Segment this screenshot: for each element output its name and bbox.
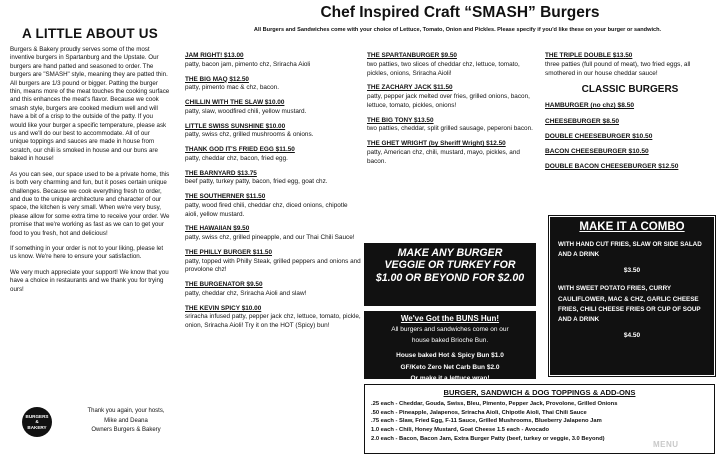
item-name: THE TRIPLE DOUBLE $13.50 <box>545 52 633 59</box>
burger-column-3 <box>545 52 715 177</box>
classic-burger-item: DOUBLE CHEESEBURGER $10.50 <box>545 132 653 140</box>
item-name: LITTLE SWISS SUNSHINE $10.00 <box>185 122 286 130</box>
buns-line: House baked Hot & Spicy Bun $1.0 <box>396 352 504 360</box>
logo-line: BAKERY <box>27 424 47 430</box>
classic-burger-item: DOUBLE BACON CHEESEBURGER $12.50 <box>545 163 679 171</box>
item-name: THE SPARTANBURGER $9.50 <box>367 52 457 59</box>
item-name: THE ZACHARY JACK $11.50 <box>367 84 453 92</box>
thanks-line: Owners Burgers & Bakery <box>91 427 161 434</box>
item-desc: patty, swiss chz, grilled pineapple, and our Thai Chili Sauce! <box>185 234 355 241</box>
combo-option-1: WITH HAND CUT FRIES, SLAW OR SIDE SALAD AND A DRINK <box>558 241 702 259</box>
item-desc: patty, American chz, chili, mustard, mayo, pickles, and bacon. <box>367 148 520 165</box>
combo-option-2: WITH SWEET POTATO FRIES, CURRY CAULIFLOWER, MAC & CHZ, GARLIC CHEESE FRIES, CHILI CHEESE FRIES OR CUP OF SOUP AND A DRINK <box>558 285 701 324</box>
thanks-line: Mike and Deana <box>104 417 148 424</box>
buns-line: All burgers and sandwiches come on our <box>391 326 509 333</box>
item-name: THE HAWAIIAN $9.50 <box>185 225 250 233</box>
item-desc: patty, slaw, woodfired chili, yellow mustard. <box>185 107 307 115</box>
item-name: THE BIG MAQ $12.50 <box>185 75 249 83</box>
buns-box <box>364 311 536 382</box>
item-desc: patty, cheddar chz, Sriracha Aioli and slaw! <box>185 289 307 297</box>
toppings-line: .25 each - Cheddar, Gouda, Swiss, Bleu, Pimento, Pepper Jack, Provolone, Grilled Onions <box>371 401 618 407</box>
classic-burger-item: BACON CHEESEBURGER $10.50 <box>545 148 649 156</box>
menu-item <box>367 140 537 166</box>
buns-line: house baked Brioche Bun. <box>411 337 489 345</box>
menu-item <box>185 76 362 94</box>
menu-subtitle: All Burgers and Sandwiches come with your choice of Lettuce, Tomato, Onion and Pickles. Please specify if you'd like these on your burger or sandwich. <box>253 27 662 33</box>
item-name: CHILLIN WITH THE SLAW $10.00 <box>185 99 285 106</box>
about-paragraph-1: Burgers & Bakery proudly serves some of the most inventive burgers in Spartanburg and the Upstate. Our burgers are hand patted and seasoned to order. The burgers are "SMASH" style, meaning they are patted thin. All burgers are 1/3 pound or bigger. Patting the burger thin, means more of the meat touches the cooking surface and this enhances the meat's flavor. Because we cook smash style, burgers are cooked medium well and will have a bit of a crisp to the outside of the patty. If you would like your burger a specific temperature, please ask us and we'll do our best to accommodate. All of our unique toppings and sauces are made in house from scratch, our chili is smoked in house and our buns are baked in house! <box>10 46 170 163</box>
item-desc: patty, pepper jack melted over fries, grilled onions, bacon, lettuce, tomato, pickles, onions! <box>367 93 530 109</box>
burgers-bakery-logo <box>22 407 52 437</box>
menu-item <box>185 146 362 164</box>
veggie-line: $1.00 OR BEYOND FOR $2.00 <box>375 271 525 284</box>
about-footer <box>10 404 170 454</box>
menu-item <box>185 305 362 331</box>
about-paragraph-3: If something in your order is not to your liking, please let us know. We're here to ensure your satisfaction. <box>10 244 164 261</box>
toppings-line: .50 each - Pineapple, Jalapenos, Sriracha Aioli, Chipotle Aioli, Thai Chili Sauce <box>371 409 587 416</box>
classic-burger-item: CHEESEBURGER $8.50 <box>545 117 620 125</box>
menu-title: Chef Inspired Craft “SMASH” Burgers <box>320 4 600 21</box>
item-desc: patty, pimento mac & chz, bacon. <box>185 84 280 92</box>
buns-title: We've Got the BUNS Hun! <box>400 314 500 323</box>
watermark: MENU <box>653 440 679 449</box>
about-section <box>10 26 170 452</box>
burger-column-1 <box>185 52 362 337</box>
item-desc: patty, swiss chz, grilled mushrooms & onions. <box>185 131 314 139</box>
item-desc: three patties (full pound of meat), two fried eggs, all smothered in our house cheddar sauce! <box>545 60 691 77</box>
menu-item <box>545 52 715 78</box>
item-name: THE KEVIN SPICY $10.00 <box>185 304 262 312</box>
logo-line: BURGERS <box>25 413 49 419</box>
item-name: THE BIG TONY $13.50 <box>367 116 434 124</box>
menu-item <box>367 84 537 110</box>
item-name: THE BURGENATOR $9.50 <box>185 281 263 289</box>
about-paragraph-2: As you can see, our space used to be a private home, this is both very charming and fun, but it poses certain unique challenges. Because we cook everything fresh to order, and due to the unique architecture and character of our space, the kitchen is very small. When we're very busy, please allow for some extra time to receive your order. We promise that we're working as fast as we can to get your food to you fresh, hot and delicious! <box>10 170 170 237</box>
item-desc: patty, topped with Philly Steak, grilled peppers and onions and provolone chz! <box>185 257 361 274</box>
veggie-line: MAKE ANY BURGER <box>397 247 503 259</box>
item-desc: sriracha infused patty, pepper jack chz, lettuce, tomato, pickle, onion, Sriracha Aioli! Try it on the HOT (Spicy) bun! <box>185 313 361 330</box>
item-name: THE PHILLY BURGER $11.50 <box>185 248 273 256</box>
thanks-line: Thank you again, your hosts, <box>87 408 165 414</box>
menu-item <box>185 225 362 243</box>
toppings-line: 1.0 each - Chili, Honey Mustard, Goat Cheese 1.5 each - Avocado <box>371 427 550 434</box>
burger-column-2 <box>367 52 537 173</box>
item-name: JAM RIGHT! $13.00 <box>185 52 244 59</box>
about-paragraph-4: We very much appreciate your support! We know that you have a choice in restaurants and we thank you for trying ours! <box>10 268 169 293</box>
item-desc: patty, bacon jam, pimento chz, Sriracha Aioli <box>185 60 311 68</box>
item-name: THE SOUTHERNER $11.50 <box>185 193 266 200</box>
item-desc: beef patty, turkey patty, bacon, fried egg, goat chz. <box>185 178 328 186</box>
thanks-note <box>80 407 172 436</box>
logo-line: & <box>35 419 39 425</box>
veggie-turkey-banner <box>364 243 536 306</box>
menu-item <box>367 117 537 135</box>
classic-burger-item: HAMBURGER (no chz) $8.50 <box>545 102 635 110</box>
buns-line: GF/Keto Zero Net Carb Bun $2.0 <box>400 363 500 371</box>
item-name: THE BARNYARD $13.75 <box>185 169 257 177</box>
combo-price-1: $3.50 <box>623 267 641 275</box>
item-desc: two patties, cheddar, split grilled sausage, peperoni bacon. <box>367 125 533 133</box>
toppings-line: .75 each - Slaw, Fried Egg, F-11 Sauce, Grilled Mushrooms, Blueberry Jalapeno Jam <box>371 418 602 425</box>
menu-item <box>367 52 537 78</box>
menu-item <box>185 170 362 188</box>
menu-item <box>185 281 362 299</box>
menu-item <box>185 123 362 141</box>
item-name: THE GHET WRIGHT (by Sheriff Wright) $12.50 <box>367 140 506 148</box>
menu-item <box>185 52 362 70</box>
about-title: A LITTLE ABOUT US <box>22 26 158 41</box>
menu-item <box>185 249 362 275</box>
menu-item <box>185 99 362 117</box>
combo-title: MAKE IT A COMBO <box>579 221 685 233</box>
classic-burgers-title: CLASSIC BURGERS <box>581 84 679 96</box>
buns-line: Or make it a lettuce wrap! <box>410 374 490 382</box>
item-desc: patty, wood fired chili, cheddar chz, diced onions, chipotle aioli, yellow mustard. <box>185 201 348 218</box>
combo-box <box>549 216 715 376</box>
combo-price-2: $4.50 <box>623 332 641 340</box>
item-desc: patty, cheddar chz, bacon, fried egg. <box>185 154 288 162</box>
toppings-title: BURGER, SANDWICH & DOG TOPPINGS & ADD-ONS <box>443 388 636 397</box>
menu-item <box>185 193 362 219</box>
toppings-line: 2.0 each - Bacon, Bacon Jam, Extra Burger Patty (beef, turkey or veggie, 3.0 Beyond) <box>371 435 605 442</box>
veggie-line: VEGGIE OR TURKEY FOR <box>384 259 516 272</box>
item-desc: two patties, two slices of cheddar chz, lettuce, tomato, pickles, onions, Sriracha Aioli! <box>367 60 520 77</box>
item-name: THANK GOD IT'S FRIED EGG $11.50 <box>185 146 295 153</box>
